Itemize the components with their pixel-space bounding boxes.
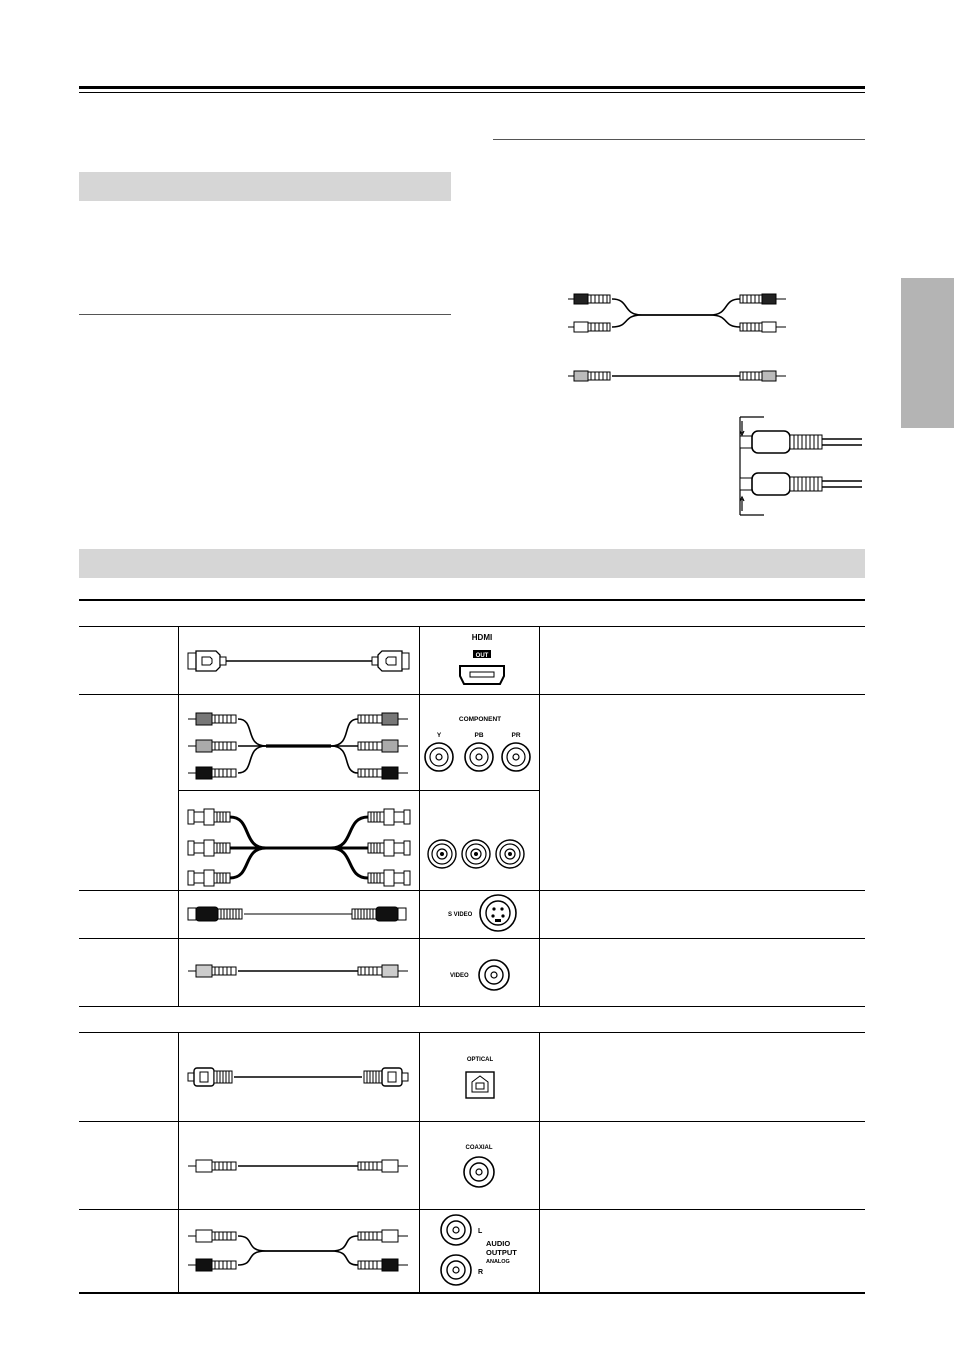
- component-plug-red-right: [358, 767, 408, 779]
- section-band-left: [79, 172, 451, 201]
- table-rule-component-split: [179, 790, 539, 791]
- rca-plug-white-left: [568, 322, 610, 332]
- output-label: OUTPUT: [486, 1248, 517, 1257]
- y-label: Y: [436, 732, 442, 739]
- col-line-3b: [539, 1032, 540, 1293]
- rca-plug-black-right: [740, 294, 786, 304]
- coaxial-cable: [186, 1155, 411, 1177]
- audio-plug-white-right: [358, 1230, 408, 1242]
- col-line-1a: [178, 626, 179, 1006]
- analog-audio-cable: [186, 1225, 411, 1277]
- analog-label: ANALOG: [486, 1259, 510, 1265]
- col-line-1b: [178, 1032, 179, 1293]
- bnc-plugs-right: [368, 809, 410, 886]
- section-band-full: [79, 549, 865, 578]
- component-plug-green-left: [188, 713, 236, 725]
- hdmi-label: HDMI: [471, 633, 493, 642]
- table-rule-4: [79, 1006, 865, 1007]
- optical-jack: [460, 1052, 504, 1100]
- component-plug-blue-right: [358, 740, 408, 752]
- stereo-cable-illustration: [560, 285, 800, 385]
- table-rule-5: [79, 1121, 865, 1122]
- hdmi-out-label: OUT: [475, 653, 489, 659]
- table-rule-audio-head: [79, 1032, 865, 1033]
- table-rule-1: [79, 694, 865, 695]
- coaxial-plug-right: [358, 1160, 408, 1172]
- composite-video-cable: [186, 960, 411, 982]
- audio-plug-red-left: [188, 1259, 236, 1271]
- table-bottom-rule: [79, 1292, 865, 1294]
- audio-plug-red-right: [358, 1259, 408, 1271]
- component-label: COMPONENT: [458, 716, 502, 723]
- component-jacks: [424, 712, 536, 776]
- plug-upper: [740, 431, 862, 453]
- optical-plug-right: [364, 1068, 408, 1086]
- rca-plug-gray-right: [740, 371, 786, 381]
- subsection-rule-right: [493, 139, 865, 140]
- col-line-3a: [539, 626, 540, 1006]
- pb-label: PB: [474, 732, 484, 739]
- coaxial-jack: [458, 1140, 502, 1190]
- table-rule-3: [79, 938, 865, 939]
- s-video-plug-right: [352, 907, 406, 921]
- rca-plug-gray-left: [568, 371, 610, 381]
- coaxial-plug-left: [188, 1160, 236, 1172]
- optical-label: OPTICAL: [466, 1057, 494, 1063]
- component-plug-blue-left: [188, 740, 236, 752]
- component-plug-green-right: [358, 713, 408, 725]
- plug-insertion-illustration: [728, 415, 868, 517]
- table-rule-2: [79, 890, 865, 891]
- video-plug-left: [188, 965, 236, 977]
- bnc-jacks: [426, 836, 526, 872]
- coaxial-label: COAXIAL: [465, 1145, 493, 1151]
- hdmi-plug-left: [188, 651, 226, 671]
- component-bnc-cable: [186, 806, 411, 882]
- s-video-jack: [440, 893, 520, 933]
- header-rule-thick: [79, 86, 865, 89]
- table-rule-6: [79, 1209, 865, 1210]
- rca-plug-white-right: [740, 322, 786, 332]
- rca-plug-black-left: [568, 294, 610, 304]
- col-line-2b: [419, 1032, 420, 1293]
- pr-label: PR: [511, 732, 521, 739]
- header-rule-thin: [79, 92, 865, 93]
- hdmi-out-jack: [452, 632, 512, 690]
- audio-label: AUDIO: [486, 1239, 511, 1248]
- bnc-plugs-left: [188, 809, 230, 886]
- hdmi-plug-right: [372, 651, 409, 671]
- optical-cable: [186, 1064, 411, 1090]
- table-top-rule: [79, 599, 865, 601]
- component-plug-red-left: [188, 767, 236, 779]
- l-label: L: [478, 1228, 483, 1235]
- hdmi-cable: [186, 648, 411, 674]
- video-label: VIDEO: [450, 973, 469, 979]
- s-video-cable: [186, 903, 411, 925]
- video-plug-right: [358, 965, 408, 977]
- video-jack: [444, 956, 514, 994]
- audio-plug-white-left: [188, 1230, 236, 1242]
- s-video-label: S VIDEO: [448, 912, 473, 918]
- component-rca-cable: [186, 708, 411, 784]
- r-label: R: [478, 1269, 484, 1276]
- table-rule-video-head: [79, 626, 865, 627]
- s-video-plug-left: [188, 907, 242, 921]
- plug-lower: [740, 473, 862, 495]
- side-tab: [901, 278, 954, 428]
- col-line-2a: [419, 626, 420, 1006]
- subsection-rule-left: [79, 314, 451, 315]
- analog-audio-output-jacks: [438, 1212, 528, 1288]
- optical-plug-left: [188, 1068, 232, 1086]
